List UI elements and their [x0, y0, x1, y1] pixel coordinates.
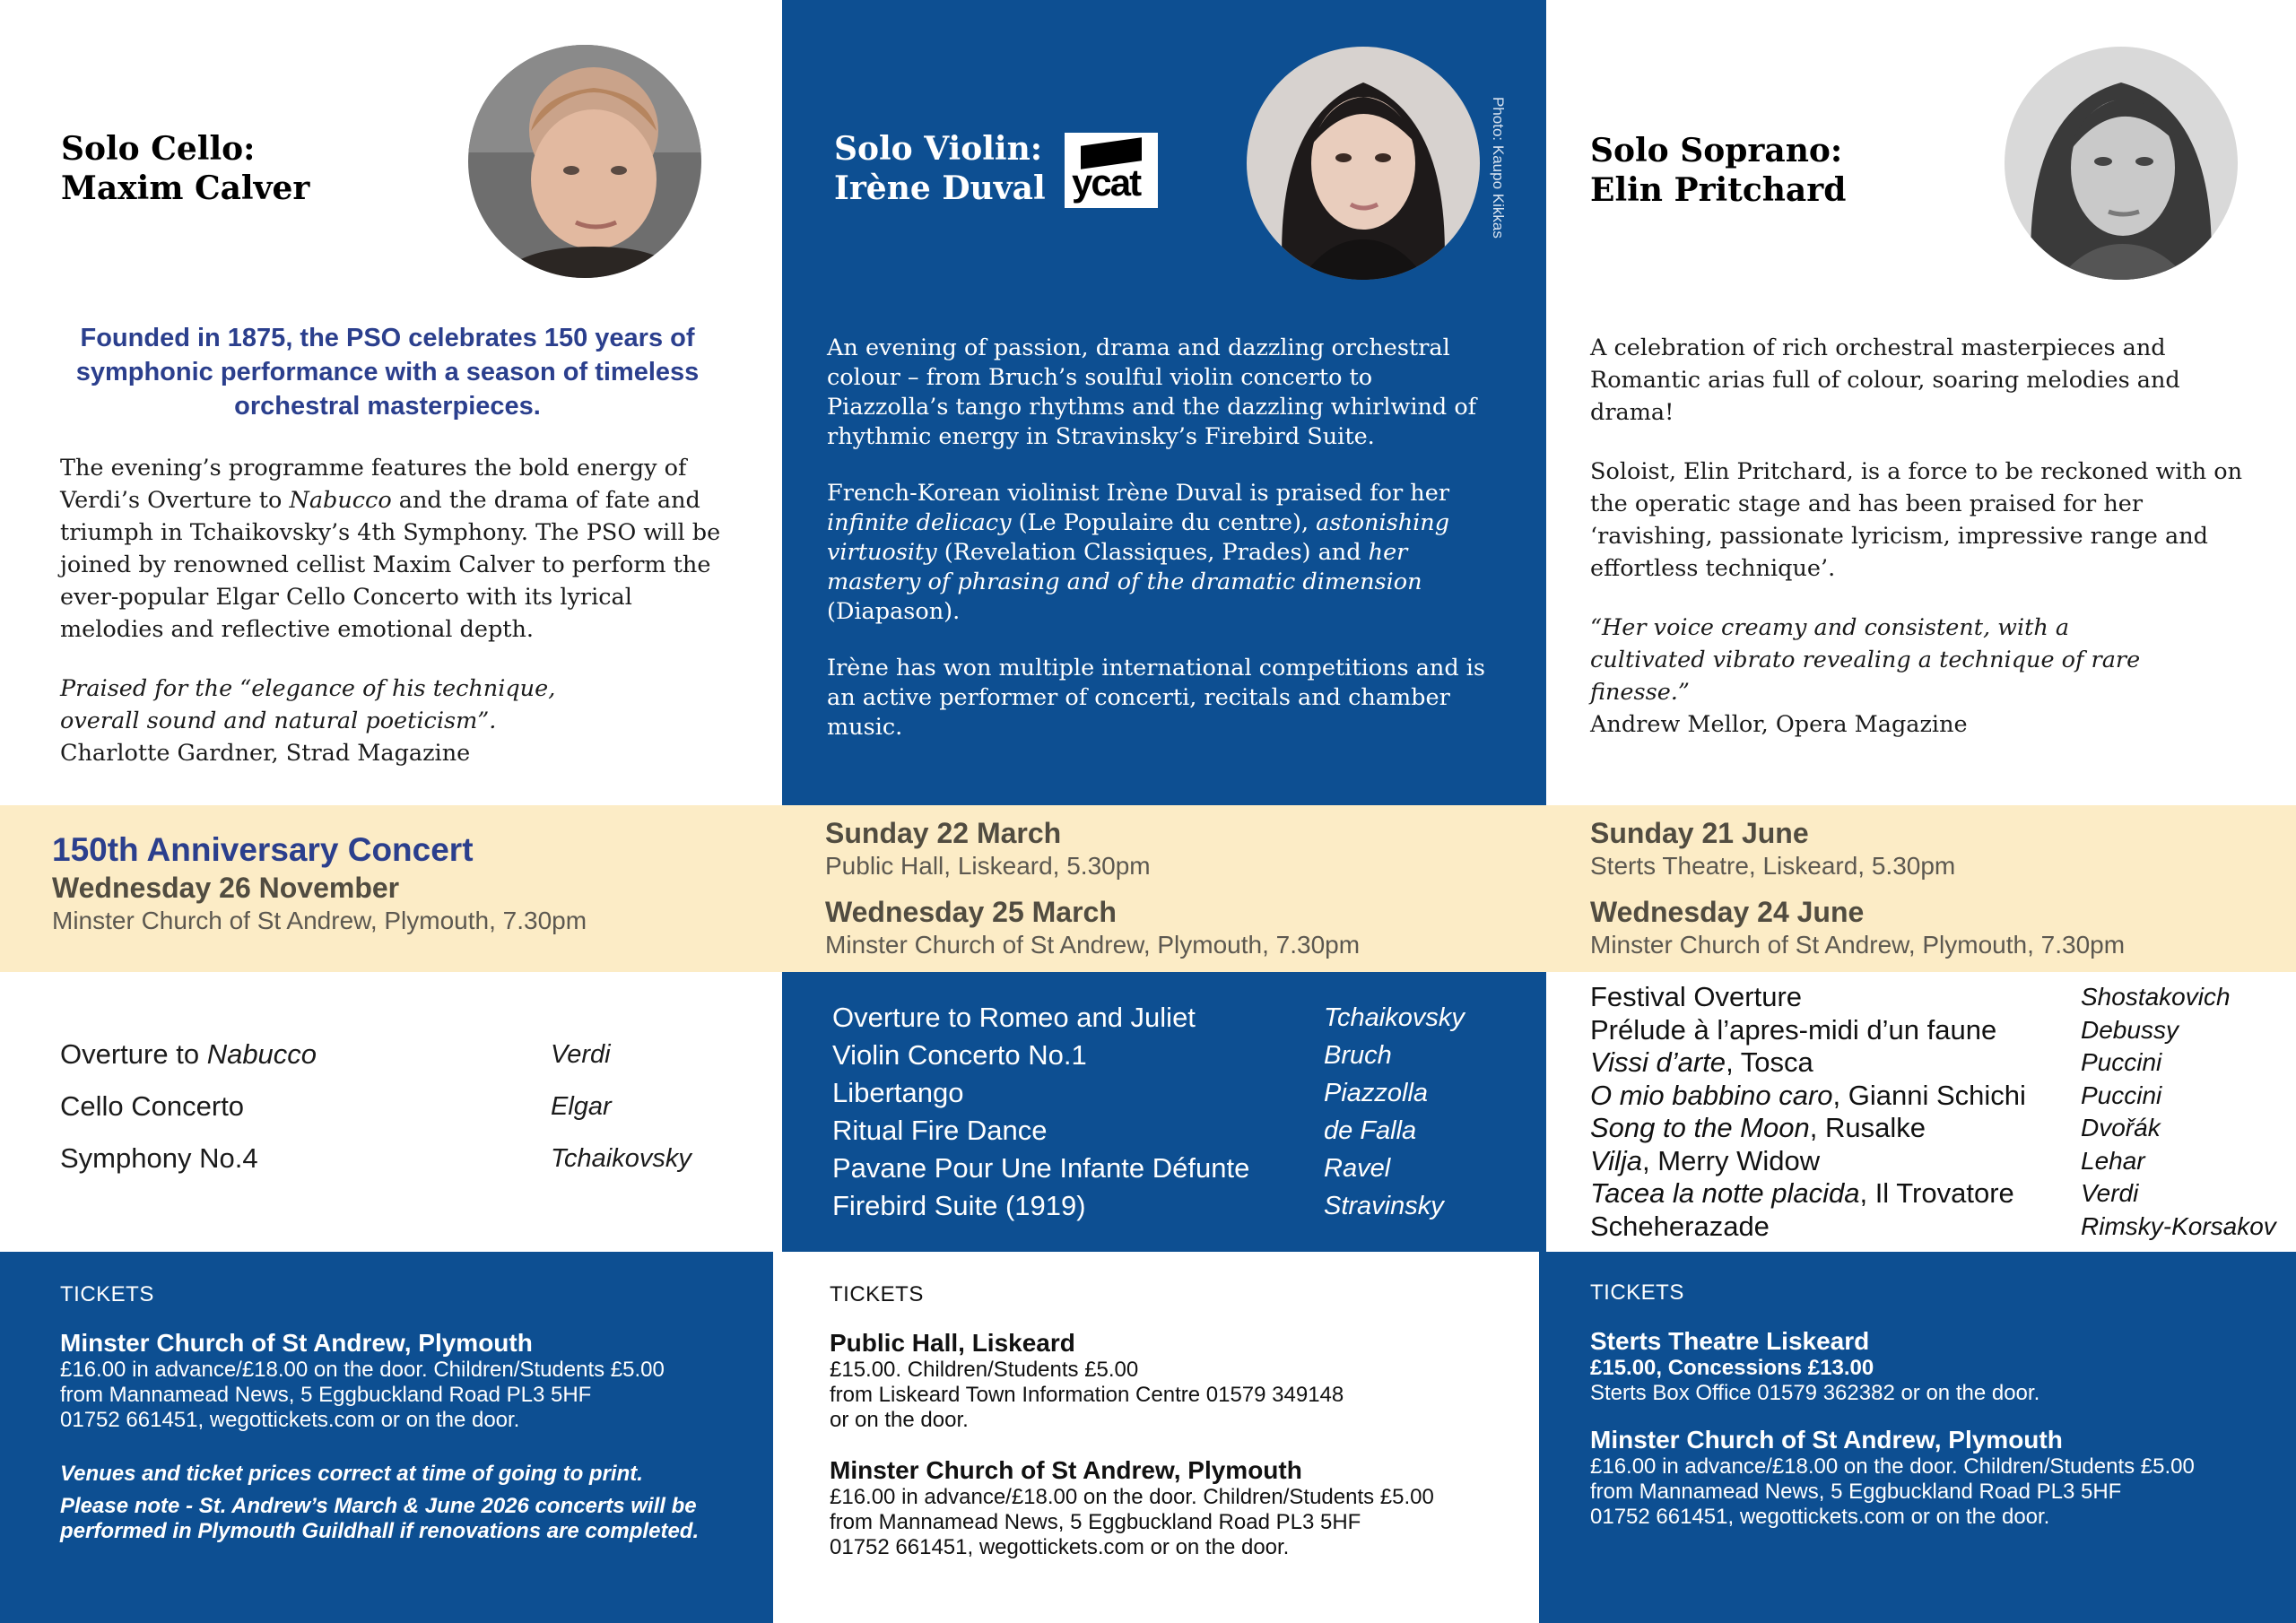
col1-tickets-label: TICKETS — [60, 1282, 154, 1306]
col1-prog-composer: Tchaikovsky — [551, 1144, 691, 1173]
col3-ticket-line: Sterts Box Office 01579 362382 or on the door. — [1590, 1381, 2040, 1405]
ycat-logo-text: ycat — [1072, 161, 1141, 204]
col3-prog-piece-em: Vilja — [1590, 1144, 1643, 1176]
photo-credit: Photo: Kaupo Kikkas — [1490, 97, 1507, 239]
col1-prog-piece — [60, 1036, 317, 1073]
col3-concert-dates — [1590, 816, 2125, 961]
col3-tickets — [1590, 1280, 2281, 1530]
col2-prog-piece: Pavane Pour Une Infante Défunte — [832, 1152, 1250, 1184]
col2-ticket-line: £15.00. Children/Students £5.00 — [830, 1358, 1139, 1382]
col2-prog-composer: Tchaikovsky — [1324, 1003, 1465, 1032]
col2-venue2: Minster Church of St Andrew, Plymouth, 7.30pm — [825, 931, 1361, 959]
col2-prog-composer: Bruch — [1324, 1041, 1392, 1070]
col2-date2: Wednesday 25 March — [825, 896, 1117, 928]
col3-quote: “Her voice creamy and consistent, with a cultivated vibrato revealing a technique of rare finesse.” — [1590, 614, 2141, 706]
col2-para2 — [827, 479, 1491, 627]
col1-para1 — [60, 452, 733, 646]
col3-ticket-line: from Mannamead News, 5 Eggbuckland Road PL3 5HF — [1590, 1480, 2122, 1504]
col1-concert-dates — [52, 829, 587, 937]
col2-prog-row — [832, 999, 1523, 1037]
col1-para1-em: Nabucco — [289, 487, 392, 514]
col3-body — [1590, 332, 2254, 768]
col1-intro: Founded in 1875, the PSO celebrates 150 years of symphonic performance with a season of timeless orchestral masterpieces. — [75, 324, 700, 421]
col3-para2: Soloist, Elin Pritchard, is a force to be reckoned with on the operatic stage and has been praised for her ‘ravishing, passionate lyricism, impressive range and effortless technique’. — [1590, 458, 2243, 582]
col3-para1: A celebration of rich orchestral masterpieces and Romantic arias full of colour, soaring melodies and drama! — [1590, 334, 2180, 426]
col3-prog-piece-a: Prélude à l’apres-midi d’un faune — [1590, 1013, 1997, 1046]
col1-quote-block — [60, 673, 634, 769]
col3-prog-piece-em: Tacea la notte placida — [1590, 1177, 1860, 1209]
col2-ticket-line: 01752 661451, wegottickets.com or on the door. — [830, 1535, 1290, 1559]
col2-date1: Sunday 22 March — [825, 817, 1062, 849]
col2-prog-composer: de Falla — [1324, 1116, 1417, 1145]
col2-para2-b: (Le Populaire du centre), — [1011, 509, 1317, 536]
col3-prog-piece-a: Festival Overture — [1590, 981, 1803, 1012]
col3-prog-composer: Lehar — [2081, 1146, 2145, 1175]
col2-para3: Irène has won multiple international competitions and is an active performer of concerti, recitals and chamber music. — [827, 655, 1486, 741]
col1-prog-piece-em: Nabucco — [206, 1038, 317, 1070]
col1-body — [60, 452, 733, 796]
col2-para2-a: French-Korean violinist Irène Duval is praised for her — [827, 480, 1450, 507]
col1-prog-row — [60, 1088, 724, 1125]
col3-programme — [1590, 981, 2290, 1243]
col3-prog-composer: Shostakovich — [2081, 983, 2231, 1011]
col3-solo-line2: Elin Pritchard — [1590, 171, 1847, 209]
col2-solo-line1: Solo Violin: — [834, 130, 1043, 168]
col3-quote-block — [1590, 612, 2182, 741]
col1-ticket-line: £16.00 in advance/£18.00 on the door. Children/Students £5.00 — [60, 1358, 665, 1382]
col1-prog-composer: Verdi — [551, 1040, 611, 1069]
col3-prog-composer: Verdi — [2081, 1179, 2139, 1207]
col1-solo-line1: Solo Cello: — [61, 130, 256, 168]
col2-ticket-line: from Mannamead News, 5 Eggbuckland Road PL3 5HF — [830, 1510, 1361, 1534]
col3-prog-piece — [1590, 1080, 2026, 1112]
col1-solo-line2: Maxim Calver — [61, 169, 310, 207]
col1-prog-row — [60, 1036, 724, 1073]
col3-prog-row — [1590, 1112, 2290, 1145]
col1-quote-attr: Charlotte Gardner, Strad Magazine — [60, 740, 471, 767]
col1-quote: Praised for the “elegance of his technique, overall sound and natural poeticism”. — [60, 675, 556, 734]
col3-prog-composer: Rimsky-Korsakov — [2081, 1211, 2276, 1240]
col2-solo-line2: Irène Duval — [834, 169, 1046, 207]
col1-para1-b: and the drama of fate and triumph in Tchaikovsky’s 4th Symphony. The PSO will be joined by renowned cellist Maxim Calver to perform the ever-popular Elgar Cello Concerto with its lyrical melodies and reflective emotional depth. — [60, 487, 721, 643]
col1-concert-title: 150th Anniversary Concert — [52, 831, 474, 868]
col1-solo-title — [61, 129, 309, 208]
cellist-portrait — [468, 45, 701, 278]
col2-para2-em1: infinite delicacy — [827, 509, 1012, 536]
col2-prog-row — [832, 1037, 1523, 1074]
col3-ticket-price: £15.00, Concessions £13.00 — [1590, 1356, 1874, 1380]
col1-ticket-venue: Minster Church of St Andrew, Plymouth — [60, 1329, 533, 1357]
col2-para1: An evening of passion, drama and dazzling orchestral colour – from Bruch’s soulful violin concerto to Piazzolla’s tango rhythms and the dazzling whirlwind of rhythmic energy in Stravinsky’s Firebird Suite. — [827, 334, 1477, 450]
col1-prog-piece: Cello Concerto — [60, 1090, 245, 1122]
col3-prog-piece-a: , Merry Widow — [1642, 1144, 1821, 1176]
col1-prog-composer: Elgar — [551, 1092, 612, 1121]
col2-tickets-label: TICKETS — [830, 1282, 924, 1306]
col1-ticket-line: 01752 661451, wegottickets.com or on the door. — [60, 1408, 520, 1432]
col1-date1: Wednesday 26 November — [52, 872, 400, 904]
col2-venue1: Public Hall, Liskeard, 5.30pm — [825, 852, 1151, 880]
col2-prog-piece: Libertango — [832, 1077, 964, 1108]
col1-ticket-line: from Mannamead News, 5 Eggbuckland Road PL3 5HF — [60, 1383, 592, 1407]
col3-ticket-line: £16.00 in advance/£18.00 on the door. Children/Students £5.00 — [1590, 1454, 2195, 1479]
col3-prog-piece-a: , Il Trovatore — [1859, 1177, 2014, 1209]
col3-prog-piece-a: , Rusalke — [1809, 1112, 1926, 1143]
col3-prog-piece-a: , Tosca — [1726, 1046, 1813, 1078]
col3-solo-line1: Solo Soprano: — [1590, 132, 1843, 169]
col3-prog-composer: Dvořák — [2081, 1114, 2161, 1141]
col3-prog-piece — [1590, 1014, 1996, 1046]
col1-prog-piece: Symphony No.4 — [60, 1142, 258, 1174]
col2-solo-title — [834, 129, 1046, 208]
col2-ticket-line: £16.00 in advance/£18.00 on the door. Children/Students £5.00 — [830, 1485, 1434, 1509]
col3-prog-row — [1590, 1145, 2290, 1178]
col2-prog-row — [832, 1187, 1523, 1225]
col3-quote-attr: Andrew Mellor, Opera Magazine — [1590, 711, 1968, 738]
col2-para2-c: (Revelation Classiques, Prades) and — [936, 539, 1369, 566]
col1-note1: Venues and ticket prices correct at time of going to print. — [60, 1462, 643, 1486]
col3-prog-row — [1590, 1211, 2290, 1244]
col3-prog-piece-em: Song to the Moon — [1590, 1112, 1810, 1143]
col3-prog-piece — [1590, 1046, 1813, 1079]
col2-body — [827, 334, 1491, 769]
col2-prog-piece: Ritual Fire Dance — [832, 1115, 1048, 1146]
col3-ticket-venue2: Minster Church of St Andrew, Plymouth — [1590, 1426, 2063, 1454]
col3-prog-row — [1590, 1014, 2290, 1047]
col3-prog-row — [1590, 981, 2290, 1014]
col2-prog-row — [832, 1074, 1523, 1112]
col3-ticket-line: 01752 661451, wegottickets.com or on the door. — [1590, 1505, 2050, 1529]
col3-ticket-venue1: Sterts Theatre Liskeard — [1590, 1327, 1870, 1355]
col2-para2-d: (Diapason). — [827, 598, 961, 625]
col3-prog-composer: Debussy — [2081, 1015, 2179, 1044]
col1-para1-a: The evening’s programme features the bold energy of Verdi’s Overture to — [60, 455, 687, 514]
col2-prog-row — [832, 1150, 1523, 1187]
col2-ticket-line: or on the door. — [830, 1408, 969, 1432]
col3-solo-title — [1590, 131, 1846, 210]
col2-prog-row — [832, 1112, 1523, 1150]
col3-prog-row — [1590, 1177, 2290, 1211]
col3-prog-piece-em: O mio babbino caro — [1590, 1079, 1833, 1111]
col3-venue2: Minster Church of St Andrew, Plymouth, 7.30pm — [1590, 931, 2126, 959]
col3-date2: Wednesday 24 June — [1590, 896, 1865, 928]
col1-venue1: Minster Church of St Andrew, Plymouth, 7.30pm — [52, 907, 587, 934]
col1-note2: Please note - St. Andrew’s March & June 2026 concerts will be performed in Plymouth Guildhall if renovations are completed. — [60, 1494, 700, 1543]
col3-prog-composer: Puccini — [2081, 1048, 2162, 1076]
col1-prog-row — [60, 1140, 724, 1177]
col2-prog-composer: Piazzolla — [1324, 1079, 1429, 1107]
cellist-portrait-image — [468, 45, 701, 278]
violinist-portrait-image — [1247, 47, 1480, 280]
col3-prog-piece — [1590, 1177, 2014, 1210]
col3-venue1: Sterts Theatre, Liskeard, 5.30pm — [1590, 852, 1956, 880]
col2-programme — [832, 999, 1523, 1225]
col2-tickets — [830, 1282, 1529, 1560]
col3-date1: Sunday 21 June — [1590, 817, 1809, 849]
col3-prog-piece — [1590, 1211, 1770, 1243]
col3-prog-piece — [1590, 981, 1802, 1013]
col2-prog-composer: Stravinsky — [1324, 1192, 1444, 1220]
col2-concert-dates — [825, 816, 1360, 961]
col1-prog-piece-a: Overture to — [60, 1038, 207, 1070]
col3-prog-piece-a: Scheherazade — [1590, 1210, 1770, 1242]
col2-para2-em2: astonishing virtuosity — [827, 509, 1450, 566]
col2-prog-piece: Violin Concerto No.1 — [832, 1039, 1087, 1071]
col2-ticket-venue1: Public Hall, Liskeard — [830, 1329, 1075, 1357]
ycat-logo — [1065, 133, 1158, 208]
col3-prog-row — [1590, 1046, 2290, 1080]
col2-prog-piece: Overture to Romeo and Juliet — [832, 1002, 1196, 1033]
soprano-portrait-image — [2005, 47, 2238, 280]
soprano-portrait — [2005, 47, 2238, 280]
col3-prog-piece-em: Vissi d’arte — [1590, 1046, 1726, 1078]
col2-prog-piece: Firebird Suite (1919) — [832, 1190, 1086, 1221]
col3-prog-piece — [1590, 1145, 1820, 1177]
col3-prog-composer: Puccini — [2081, 1081, 2162, 1109]
col3-prog-piece-a: , Gianni Schichi — [1832, 1079, 2026, 1111]
col2-prog-composer: Ravel — [1324, 1154, 1391, 1183]
violinist-portrait — [1247, 47, 1480, 280]
col2-para2-em3: her mastery of phrasing and of the dramatic dimension — [827, 539, 1422, 595]
col1-tickets — [60, 1282, 760, 1544]
col2-ticket-venue2: Minster Church of St Andrew, Plymouth — [830, 1456, 1302, 1484]
col3-prog-piece — [1590, 1112, 1926, 1144]
col3-tickets-label: TICKETS — [1590, 1280, 1684, 1305]
col2-ticket-line: from Liskeard Town Information Centre 01579 349148 — [830, 1383, 1344, 1407]
col3-prog-row — [1590, 1080, 2290, 1113]
